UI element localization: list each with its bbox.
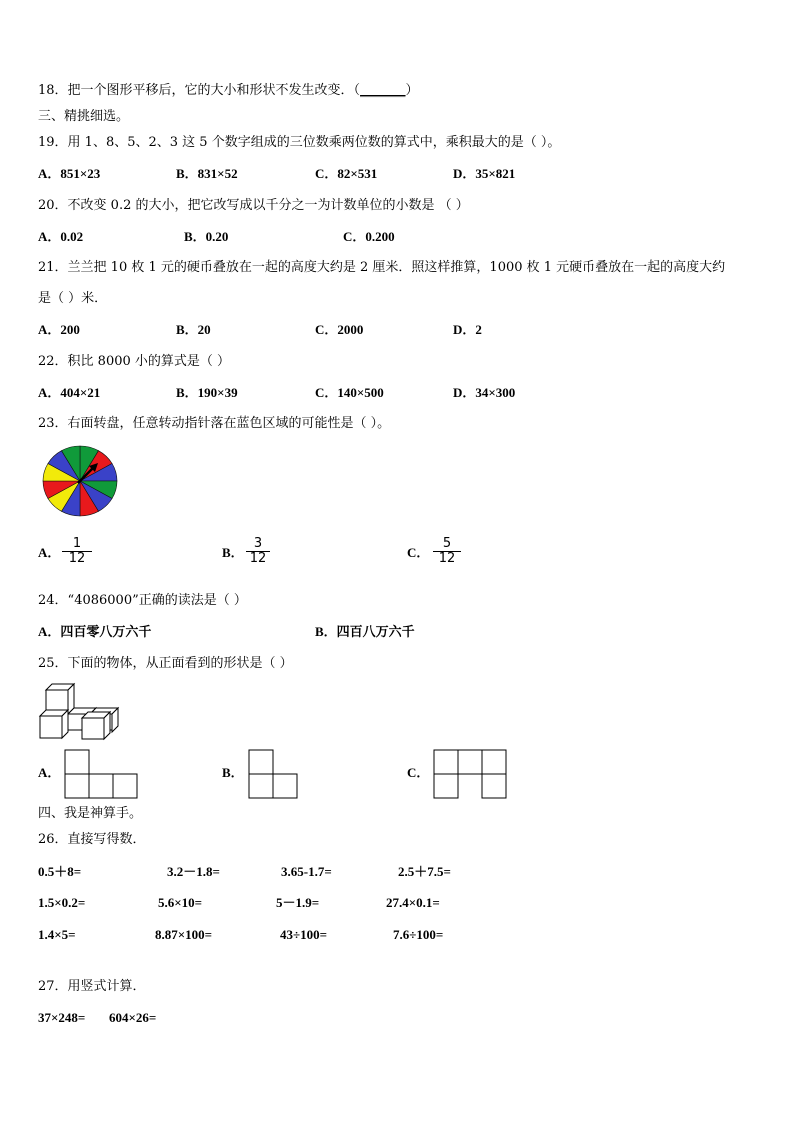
q18-line	[38, 83, 419, 99]
q19-option-a[interactable]: A．851×23	[38, 166, 101, 181]
q26-item: 27.4×0.1=	[386, 895, 440, 910]
q20-stem: 20．不改变 0.2 的大小，把它改写成以千分之一为计数单位的小数是 （ ）	[38, 198, 469, 213]
q26-item: 2.5＋7.5=	[398, 864, 451, 879]
q26-item: 3.65-1.7=	[281, 864, 332, 879]
q25-option-c-shape	[433, 749, 507, 799]
q26-item: 5－1.9=	[276, 895, 320, 910]
q23-option-c-numerator: 5	[442, 536, 452, 551]
q27-item: 37×248=	[38, 1010, 86, 1025]
q23-option-a-numerator: 1	[72, 536, 82, 551]
q23-option-b-fraction	[246, 537, 270, 566]
q26-item: 1.4×5=	[38, 927, 76, 942]
q19-option-b[interactable]: B．831×52	[176, 166, 238, 181]
q23-option-a-fraction	[62, 537, 92, 566]
q25-option-c-label[interactable]: C．	[407, 765, 430, 780]
q25-option-b-label[interactable]: B．	[222, 765, 244, 780]
q20-option-b[interactable]: B．0.20	[184, 229, 229, 244]
q26-item: 1.5×0.2=	[38, 895, 86, 910]
q23-option-a-denominator: 12	[68, 551, 86, 566]
cube-front	[82, 718, 104, 739]
q23-option-c-fraction	[433, 537, 461, 566]
q21-option-c[interactable]: C．2000	[315, 322, 364, 337]
q18-close: ）	[405, 83, 419, 98]
spinner-wheel	[42, 445, 118, 517]
q23-option-b-label[interactable]: B．	[222, 545, 244, 560]
q22-option-b[interactable]: B．190×39	[176, 385, 238, 400]
q19-option-d[interactable]: D．35×821	[453, 166, 516, 181]
q20-option-a[interactable]: A．0.02	[38, 229, 84, 244]
q23-option-b-denominator: 12	[249, 551, 267, 566]
q19-option-c[interactable]: C．82×531	[315, 166, 378, 181]
q25-option-a-label[interactable]: A．	[38, 765, 61, 780]
q21-option-b[interactable]: B．20	[176, 322, 211, 337]
q22-option-c[interactable]: C．140×500	[315, 385, 384, 400]
q23-option-c-denominator: 12	[438, 551, 456, 566]
q23-stem: 23．右面转盘，任意转动指针落在蓝色区域的可能性是（ ）。	[38, 416, 391, 431]
section4-heading: 四、我是神算手。	[38, 806, 143, 821]
section3-heading: 三、精挑细选。	[38, 109, 130, 124]
q19-stem: 19．用 1、8、5、2、3 这 5 个数字组成的三位数乘两位数的算式中，乘积最大的是（ ）。	[38, 135, 561, 150]
q22-stem: 22．积比 8000 小的算式是（ ）	[38, 354, 231, 369]
q26-stem: 26．直接写得数．	[38, 832, 146, 847]
q24-stem: 24．“4086000”正确的读法是（ ）	[38, 593, 247, 608]
q23-option-a-label[interactable]: A．	[38, 545, 61, 560]
q21-stem-line1: 21．兰兰把 10 枚 1 元的硬币叠放在一起的高度大约是 2 厘米．照这样推算，1000 枚 1 元硬币叠放在一起的高度大约	[38, 260, 726, 275]
q18-blank[interactable]: _______	[360, 83, 406, 98]
q21-option-a[interactable]: A．200	[38, 322, 80, 337]
q22-option-d[interactable]: D．34×300	[453, 385, 516, 400]
q26-item: 7.6÷100=	[393, 927, 444, 942]
q27-stem: 27．用竖式计算．	[38, 979, 146, 994]
q21-option-d[interactable]: D．2	[453, 322, 482, 337]
q26-item: 43÷100=	[280, 927, 328, 942]
q27-item: 604×26=	[109, 1010, 157, 1025]
q22-option-a[interactable]: A．404×21	[38, 385, 101, 400]
q18-text: 18．把一个图形平移后，它的大小和形状不发生改变．（	[38, 83, 361, 98]
q26-item: 3.2－1.8=	[167, 864, 220, 879]
q21-stem-line2: 是（ ）米．	[38, 291, 108, 306]
q20-option-c[interactable]: C．0.200	[343, 229, 395, 244]
cube-front	[40, 716, 62, 738]
q23-option-c-label[interactable]: C．	[407, 545, 430, 560]
q23-option-b-numerator: 3	[253, 536, 263, 551]
q24-option-a[interactable]: A．四百零八万六千	[38, 624, 152, 639]
cube-stack-figure	[38, 682, 122, 742]
q25-stem: 25．下面的物体，从正面看到的形状是（ ）	[38, 656, 293, 671]
q26-item: 5.6×10=	[158, 895, 203, 910]
q25-option-b-shape	[248, 749, 298, 799]
q26-item: 0.5＋8=	[38, 864, 82, 879]
q25-option-a-shape	[64, 749, 138, 799]
q26-item: 8.87×100=	[155, 927, 213, 942]
q24-option-b[interactable]: B．四百八万六千	[315, 624, 415, 639]
